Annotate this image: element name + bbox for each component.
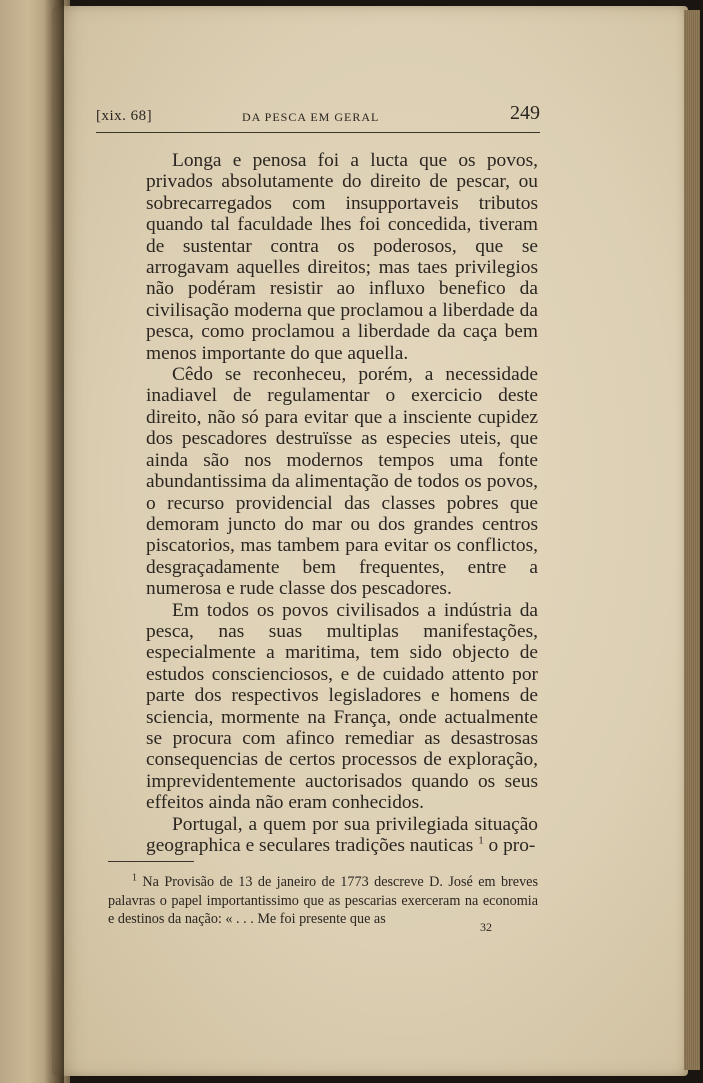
page-number: 249 <box>510 102 540 124</box>
header-rule <box>96 132 540 133</box>
paragraph: Em todos os povos civilisados a indústria da pesca, nas suas multiplas manifestações, especialmente a maritima, tem sido objecto de estudos conscienciosos, e de cuidado attento por parte dos respectivos legisladores e homens de sciencia, mormente na França, onde actualmente se procura com afinco remediar as desastrosas consequencias de certos processos de exploração, imprevidentemente auctorisados quando os seus effeitos ainda não eram conhecidos. <box>146 599 538 814</box>
footnote-rule <box>108 861 194 862</box>
page-stack-edge <box>684 10 700 1070</box>
paragraph: Cêdo se reconheceu, porém, a necessidade inadiavel de regulamentar o exercicio deste direito, não só para evitar que a insciente cupidez dos pescadores destruïsse as especies uteis, que ainda são nos modernos tempos uma fonte abundantissima da alimentação de todos os povos, o recurso providencial das classes pobres que demoram juncto do mar ou dos grandes centros piscatorios, mas tambem para evitar os conflictos, desgraçadamente bem frequentes, entre a numerosa e rude classe dos pescadores. <box>146 364 538 600</box>
paragraph-text-end: o pro- <box>483 835 536 856</box>
main-text <box>146 150 538 856</box>
paragraph: Longa e penosa foi a lucta que os povos, privados absolutamente do direito de pescar, ou sobrecarregados com insupportaveis tributos quando tal faculdade lhes foi concedida, tiveram de sustentar contra os poderosos, que se arrogavam aquelles direitos; mas taes privilegios não podéram resistir ao influxo benefico da civilisação moderna que proclamou a liberdade da pesca, como proclamou a liberdade da caça bem menos importante do que aquella. <box>146 150 538 364</box>
header-reference: [xix. 68] <box>96 108 153 124</box>
paragraph <box>146 814 538 857</box>
book-spine-shadow <box>44 0 64 1083</box>
paragraph-text: Portugal, a quem por sua privilegiada situação geographica e seculares tradições nauticas <box>146 813 538 856</box>
header-title: DA PESCA EM GERAL <box>242 110 380 124</box>
signature-mark: 32 <box>480 920 492 934</box>
footnote-text: Na Provisão de 13 de janeiro de 1773 descreve D. José em breves palavras o papel importantissimo que as pescarias exerceram na economia e destinos da nação: « . . . Me foi presente que as <box>108 874 538 927</box>
footnote <box>108 873 538 929</box>
footnote-mark: 1 <box>132 872 137 884</box>
running-header <box>96 100 540 130</box>
footnote-reference: 1 <box>478 834 484 847</box>
